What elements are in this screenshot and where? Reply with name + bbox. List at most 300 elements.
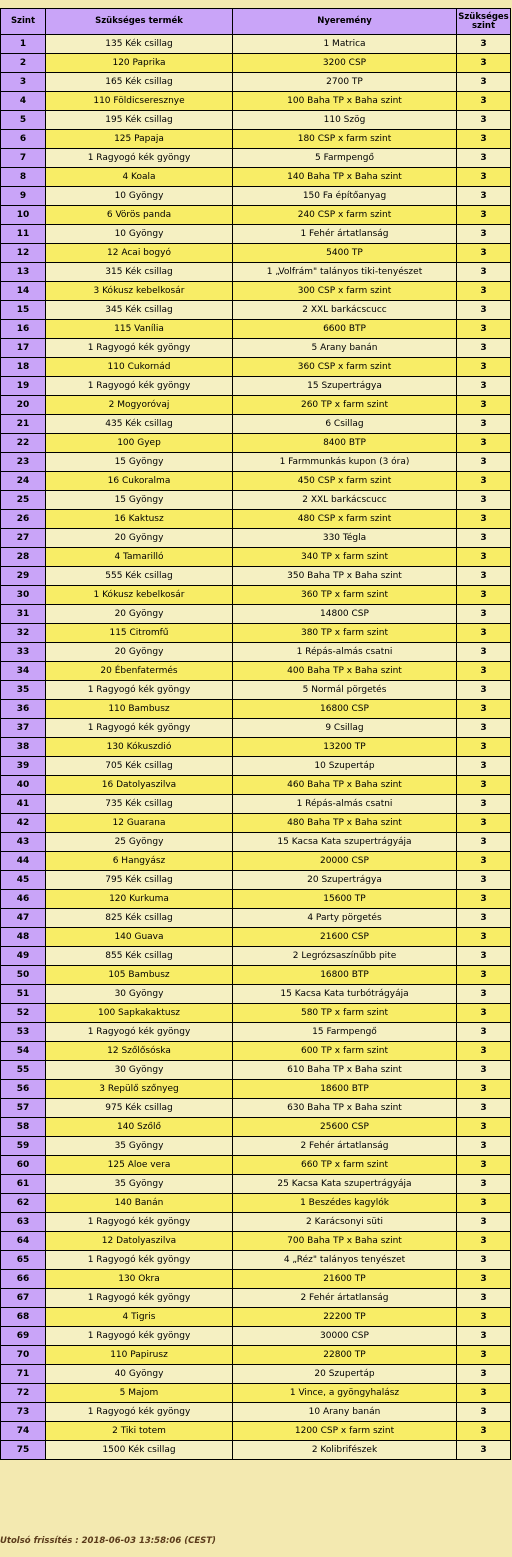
cell-reward: 140 Baha TP x Baha szint bbox=[233, 168, 457, 187]
table-row bbox=[1, 1004, 511, 1023]
cell-required-level: 3 bbox=[457, 244, 511, 263]
cell-product: 1 Ragyogó kék gyöngy bbox=[46, 1251, 233, 1270]
table-row bbox=[1, 92, 511, 111]
cell-product: 1 Ragyogó kék gyöngy bbox=[46, 377, 233, 396]
cell-required-level: 3 bbox=[457, 187, 511, 206]
cell-required-level: 3 bbox=[457, 1346, 511, 1365]
table-row bbox=[1, 776, 511, 795]
cell-reward: 180 CSP x farm szint bbox=[233, 130, 457, 149]
table-row bbox=[1, 1137, 511, 1156]
cell-level: 15 bbox=[1, 301, 46, 320]
cell-reward: 330 Tégla bbox=[233, 529, 457, 548]
cell-reward: 1 Matrica bbox=[233, 35, 457, 54]
cell-reward: 6 Csillag bbox=[233, 415, 457, 434]
cell-reward: 1200 CSP x farm szint bbox=[233, 1422, 457, 1441]
cell-level: 75 bbox=[1, 1441, 46, 1460]
cell-required-level: 3 bbox=[457, 168, 511, 187]
cell-required-level: 3 bbox=[457, 1213, 511, 1232]
table-row bbox=[1, 871, 511, 890]
cell-level: 11 bbox=[1, 225, 46, 244]
cell-required-level: 3 bbox=[457, 605, 511, 624]
cell-level: 26 bbox=[1, 510, 46, 529]
cell-level: 39 bbox=[1, 757, 46, 776]
cell-reward: 2 XXL barkácscucc bbox=[233, 491, 457, 510]
cell-reward: 30000 CSP bbox=[233, 1327, 457, 1346]
cell-level: 17 bbox=[1, 339, 46, 358]
cell-product: 135 Kék csillag bbox=[46, 35, 233, 54]
table-row bbox=[1, 890, 511, 909]
table-row bbox=[1, 1080, 511, 1099]
cell-level: 27 bbox=[1, 529, 46, 548]
cell-reward: 18600 BTP bbox=[233, 1080, 457, 1099]
table-row bbox=[1, 1156, 511, 1175]
table-row bbox=[1, 757, 511, 776]
cell-level: 68 bbox=[1, 1308, 46, 1327]
table-row bbox=[1, 947, 511, 966]
cell-level: 41 bbox=[1, 795, 46, 814]
cell-required-level: 3 bbox=[457, 149, 511, 168]
cell-level: 4 bbox=[1, 92, 46, 111]
table-row bbox=[1, 301, 511, 320]
cell-product: 6 Hangyász bbox=[46, 852, 233, 871]
cell-level: 69 bbox=[1, 1327, 46, 1346]
cell-level: 73 bbox=[1, 1403, 46, 1422]
cell-product: 10 Gyöngy bbox=[46, 225, 233, 244]
cell-reward: 10 Szupertáp bbox=[233, 757, 457, 776]
cell-reward: 1 Fehér ártatlanság bbox=[233, 225, 457, 244]
cell-reward: 360 CSP x farm szint bbox=[233, 358, 457, 377]
cell-product: 25 Gyöngy bbox=[46, 833, 233, 852]
cell-reward: 610 Baha TP x Baha szint bbox=[233, 1061, 457, 1080]
cell-product: 125 Aloe vera bbox=[46, 1156, 233, 1175]
cell-level: 56 bbox=[1, 1080, 46, 1099]
cell-reward: 20000 CSP bbox=[233, 852, 457, 871]
cell-product: 1 Ragyogó kék gyöngy bbox=[46, 1289, 233, 1308]
cell-reward: 100 Baha TP x Baha szint bbox=[233, 92, 457, 111]
cell-product: 12 Acai bogyó bbox=[46, 244, 233, 263]
cell-required-level: 3 bbox=[457, 415, 511, 434]
cell-level: 53 bbox=[1, 1023, 46, 1042]
cell-required-level: 3 bbox=[457, 263, 511, 282]
cell-product: 4 Tigris bbox=[46, 1308, 233, 1327]
cell-reward: 15 Kacsa Kata szupertrágyája bbox=[233, 833, 457, 852]
cell-product: 345 Kék csillag bbox=[46, 301, 233, 320]
cell-level: 31 bbox=[1, 605, 46, 624]
cell-reward: 15 Farmpengő bbox=[233, 1023, 457, 1042]
cell-required-level: 3 bbox=[457, 1384, 511, 1403]
table-row bbox=[1, 1422, 511, 1441]
cell-reward: 4 Party pörgetés bbox=[233, 909, 457, 928]
table-row bbox=[1, 624, 511, 643]
cell-level: 20 bbox=[1, 396, 46, 415]
cell-product: 140 Banán bbox=[46, 1194, 233, 1213]
cell-product: 125 Papaja bbox=[46, 130, 233, 149]
cell-reward: 20 Szupertrágya bbox=[233, 871, 457, 890]
table-row bbox=[1, 1289, 511, 1308]
cell-reward: 2700 TP bbox=[233, 73, 457, 92]
cell-product: 12 Datolyaszilva bbox=[46, 1232, 233, 1251]
table-row bbox=[1, 1308, 511, 1327]
cell-product: 825 Kék csillag bbox=[46, 909, 233, 928]
cell-product: 1 Ragyogó kék gyöngy bbox=[46, 1403, 233, 1422]
header-required-level bbox=[457, 9, 511, 35]
cell-required-level: 3 bbox=[457, 1042, 511, 1061]
cell-product: 1 Kókusz kebelkosár bbox=[46, 586, 233, 605]
table-row bbox=[1, 244, 511, 263]
cell-level: 30 bbox=[1, 586, 46, 605]
cell-level: 33 bbox=[1, 643, 46, 662]
cell-level: 36 bbox=[1, 700, 46, 719]
table-row bbox=[1, 1251, 511, 1270]
table-row bbox=[1, 1042, 511, 1061]
table-row bbox=[1, 111, 511, 130]
cell-required-level: 3 bbox=[457, 1422, 511, 1441]
cell-product: 4 Koala bbox=[46, 168, 233, 187]
cell-product: 140 Guava bbox=[46, 928, 233, 947]
cell-reward: 460 Baha TP x Baha szint bbox=[233, 776, 457, 795]
table-row bbox=[1, 130, 511, 149]
cell-level: 28 bbox=[1, 548, 46, 567]
cell-required-level: 3 bbox=[457, 624, 511, 643]
cell-reward: 350 Baha TP x Baha szint bbox=[233, 567, 457, 586]
cell-level: 34 bbox=[1, 662, 46, 681]
cell-required-level: 3 bbox=[457, 1137, 511, 1156]
cell-level: 24 bbox=[1, 472, 46, 491]
cell-product: 1 Ragyogó kék gyöngy bbox=[46, 1213, 233, 1232]
cell-level: 14 bbox=[1, 282, 46, 301]
cell-required-level: 3 bbox=[457, 1441, 511, 1460]
cell-reward: 22200 TP bbox=[233, 1308, 457, 1327]
cell-reward: 480 CSP x farm szint bbox=[233, 510, 457, 529]
cell-reward: 16800 CSP bbox=[233, 700, 457, 719]
cell-required-level: 3 bbox=[457, 358, 511, 377]
table-row bbox=[1, 1099, 511, 1118]
table-row bbox=[1, 738, 511, 757]
cell-required-level: 3 bbox=[457, 586, 511, 605]
table-row bbox=[1, 491, 511, 510]
cell-reward: 1 Farmmunkás kupon (3 óra) bbox=[233, 453, 457, 472]
cell-required-level: 3 bbox=[457, 1365, 511, 1384]
cell-reward: 1 Répás-almás csatni bbox=[233, 643, 457, 662]
cell-reward: 14800 CSP bbox=[233, 605, 457, 624]
cell-required-level: 3 bbox=[457, 320, 511, 339]
cell-reward: 600 TP x farm szint bbox=[233, 1042, 457, 1061]
cell-required-level: 3 bbox=[457, 206, 511, 225]
cell-level: 6 bbox=[1, 130, 46, 149]
cell-level: 59 bbox=[1, 1137, 46, 1156]
cell-required-level: 3 bbox=[457, 662, 511, 681]
cell-reward: 380 TP x farm szint bbox=[233, 624, 457, 643]
table-row bbox=[1, 1384, 511, 1403]
cell-level: 54 bbox=[1, 1042, 46, 1061]
table-row bbox=[1, 282, 511, 301]
cell-required-level: 3 bbox=[457, 719, 511, 738]
cell-reward: 8400 BTP bbox=[233, 434, 457, 453]
cell-reward: 13200 TP bbox=[233, 738, 457, 757]
cell-required-level: 3 bbox=[457, 776, 511, 795]
cell-reward: 580 TP x farm szint bbox=[233, 1004, 457, 1023]
cell-required-level: 3 bbox=[457, 510, 511, 529]
cell-reward: 2 Fehér ártatlanság bbox=[233, 1137, 457, 1156]
cell-reward: 20 Szupertáp bbox=[233, 1365, 457, 1384]
table-row bbox=[1, 1327, 511, 1346]
cell-level: 16 bbox=[1, 320, 46, 339]
cell-reward: 360 TP x farm szint bbox=[233, 586, 457, 605]
cell-level: 7 bbox=[1, 149, 46, 168]
cell-required-level: 3 bbox=[457, 643, 511, 662]
cell-product: 16 Cukoralma bbox=[46, 472, 233, 491]
cell-level: 57 bbox=[1, 1099, 46, 1118]
cell-level: 46 bbox=[1, 890, 46, 909]
table-row bbox=[1, 434, 511, 453]
header-product: Szükséges termék bbox=[46, 9, 233, 35]
cell-level: 21 bbox=[1, 415, 46, 434]
cell-level: 3 bbox=[1, 73, 46, 92]
cell-required-level: 3 bbox=[457, 871, 511, 890]
cell-reward: 22800 TP bbox=[233, 1346, 457, 1365]
cell-reward: 3200 CSP bbox=[233, 54, 457, 73]
cell-level: 42 bbox=[1, 814, 46, 833]
cell-reward: 5 Farmpengő bbox=[233, 149, 457, 168]
cell-level: 19 bbox=[1, 377, 46, 396]
cell-required-level: 3 bbox=[457, 1156, 511, 1175]
cell-level: 43 bbox=[1, 833, 46, 852]
cell-reward: 300 CSP x farm szint bbox=[233, 282, 457, 301]
table-row bbox=[1, 719, 511, 738]
cell-reward: 480 Baha TP x Baha szint bbox=[233, 814, 457, 833]
cell-required-level: 3 bbox=[457, 909, 511, 928]
cell-reward: 4 „Réz" talányos tenyészet bbox=[233, 1251, 457, 1270]
cell-product: 110 Bambusz bbox=[46, 700, 233, 719]
cell-required-level: 3 bbox=[457, 301, 511, 320]
cell-level: 38 bbox=[1, 738, 46, 757]
cell-required-level: 3 bbox=[457, 738, 511, 757]
cell-level: 63 bbox=[1, 1213, 46, 1232]
cell-required-level: 3 bbox=[457, 1289, 511, 1308]
cell-reward: 5 Normál pörgetés bbox=[233, 681, 457, 700]
table-row bbox=[1, 605, 511, 624]
cell-required-level: 3 bbox=[457, 1194, 511, 1213]
cell-required-level: 3 bbox=[457, 130, 511, 149]
cell-level: 49 bbox=[1, 947, 46, 966]
cell-reward: 5 Arany banán bbox=[233, 339, 457, 358]
table-row bbox=[1, 1213, 511, 1232]
cell-product: 555 Kék csillag bbox=[46, 567, 233, 586]
cell-reward: 25600 CSP bbox=[233, 1118, 457, 1137]
cell-reward: 21600 CSP bbox=[233, 928, 457, 947]
table-row bbox=[1, 700, 511, 719]
table-row bbox=[1, 814, 511, 833]
cell-reward: 150 Fa építőanyag bbox=[233, 187, 457, 206]
table-row bbox=[1, 187, 511, 206]
cell-product: 735 Kék csillag bbox=[46, 795, 233, 814]
cell-reward: 2 Kolibrifészek bbox=[233, 1441, 457, 1460]
cell-reward: 16800 BTP bbox=[233, 966, 457, 985]
table-row bbox=[1, 643, 511, 662]
cell-required-level: 3 bbox=[457, 1080, 511, 1099]
last-updated: Utolsó frissítés : 2018-06-03 13:58:06 (CEST) bbox=[0, 1536, 216, 1546]
cell-required-level: 3 bbox=[457, 1175, 511, 1194]
cell-required-level: 3 bbox=[457, 225, 511, 244]
cell-level: 5 bbox=[1, 111, 46, 130]
table-row bbox=[1, 833, 511, 852]
cell-level: 12 bbox=[1, 244, 46, 263]
cell-level: 64 bbox=[1, 1232, 46, 1251]
cell-product: 10 Gyöngy bbox=[46, 187, 233, 206]
cell-required-level: 3 bbox=[457, 529, 511, 548]
cell-level: 25 bbox=[1, 491, 46, 510]
table-row bbox=[1, 54, 511, 73]
cell-product: 15 Gyöngy bbox=[46, 491, 233, 510]
cell-reward: 15 Szupertrágya bbox=[233, 377, 457, 396]
cell-required-level: 3 bbox=[457, 491, 511, 510]
cell-required-level: 3 bbox=[457, 35, 511, 54]
cell-level: 60 bbox=[1, 1156, 46, 1175]
table-row bbox=[1, 567, 511, 586]
cell-product: 16 Datolyaszilva bbox=[46, 776, 233, 795]
cell-level: 47 bbox=[1, 909, 46, 928]
cell-level: 2 bbox=[1, 54, 46, 73]
cell-product: 115 Vanília bbox=[46, 320, 233, 339]
table-row bbox=[1, 168, 511, 187]
cell-level: 51 bbox=[1, 985, 46, 1004]
cell-product: 2 Mogyoróvaj bbox=[46, 396, 233, 415]
table-row bbox=[1, 1194, 511, 1213]
cell-level: 40 bbox=[1, 776, 46, 795]
table-row bbox=[1, 377, 511, 396]
table-row bbox=[1, 1365, 511, 1384]
cell-required-level: 3 bbox=[457, 1251, 511, 1270]
cell-required-level: 3 bbox=[457, 1099, 511, 1118]
cell-product: 315 Kék csillag bbox=[46, 263, 233, 282]
cell-product: 35 Gyöngy bbox=[46, 1137, 233, 1156]
cell-product: 115 Citromfű bbox=[46, 624, 233, 643]
cell-level: 1 bbox=[1, 35, 46, 54]
cell-reward: 9 Csillag bbox=[233, 719, 457, 738]
cell-reward: 21600 TP bbox=[233, 1270, 457, 1289]
cell-reward: 340 TP x farm szint bbox=[233, 548, 457, 567]
table-row bbox=[1, 795, 511, 814]
cell-reward: 2 XXL barkácscucc bbox=[233, 301, 457, 320]
cell-level: 18 bbox=[1, 358, 46, 377]
table-row bbox=[1, 1118, 511, 1137]
cell-level: 55 bbox=[1, 1061, 46, 1080]
cell-product: 2 Tiki totem bbox=[46, 1422, 233, 1441]
cell-reward: 630 Baha TP x Baha szint bbox=[233, 1099, 457, 1118]
cell-product: 20 Gyöngy bbox=[46, 529, 233, 548]
cell-reward: 700 Baha TP x Baha szint bbox=[233, 1232, 457, 1251]
cell-required-level: 3 bbox=[457, 985, 511, 1004]
cell-product: 110 Cukornád bbox=[46, 358, 233, 377]
cell-required-level: 3 bbox=[457, 928, 511, 947]
cell-product: 110 Földicseresznye bbox=[46, 92, 233, 111]
cell-required-level: 3 bbox=[457, 282, 511, 301]
cell-required-level: 3 bbox=[457, 681, 511, 700]
table-header-row bbox=[1, 9, 511, 35]
cell-level: 61 bbox=[1, 1175, 46, 1194]
cell-product: 12 Szőlősóska bbox=[46, 1042, 233, 1061]
cell-product: 100 Gyep bbox=[46, 434, 233, 453]
cell-required-level: 3 bbox=[457, 73, 511, 92]
table-row bbox=[1, 586, 511, 605]
header-required-line1: Szükséges bbox=[458, 11, 509, 22]
cell-required-level: 3 bbox=[457, 1327, 511, 1346]
cell-product: 165 Kék csillag bbox=[46, 73, 233, 92]
cell-reward: 400 Baha TP x Baha szint bbox=[233, 662, 457, 681]
cell-product: 30 Gyöngy bbox=[46, 1061, 233, 1080]
cell-level: 58 bbox=[1, 1118, 46, 1137]
cell-required-level: 3 bbox=[457, 757, 511, 776]
cell-required-level: 3 bbox=[457, 1004, 511, 1023]
cell-product: 5 Majom bbox=[46, 1384, 233, 1403]
cell-product: 855 Kék csillag bbox=[46, 947, 233, 966]
cell-product: 3 Kókusz kebelkosár bbox=[46, 282, 233, 301]
cell-required-level: 3 bbox=[457, 453, 511, 472]
cell-level: 65 bbox=[1, 1251, 46, 1270]
cell-required-level: 3 bbox=[457, 966, 511, 985]
cell-level: 37 bbox=[1, 719, 46, 738]
cell-reward: 240 CSP x farm szint bbox=[233, 206, 457, 225]
cell-level: 45 bbox=[1, 871, 46, 890]
cell-product: 20 Gyöngy bbox=[46, 605, 233, 624]
cell-product: 35 Gyöngy bbox=[46, 1175, 233, 1194]
cell-reward: 6600 BTP bbox=[233, 320, 457, 339]
cell-required-level: 3 bbox=[457, 890, 511, 909]
cell-reward: 10 Arany banán bbox=[233, 1403, 457, 1422]
cell-required-level: 3 bbox=[457, 548, 511, 567]
cell-level: 70 bbox=[1, 1346, 46, 1365]
table-row bbox=[1, 1061, 511, 1080]
cell-product: 1 Ragyogó kék gyöngy bbox=[46, 1327, 233, 1346]
table-row bbox=[1, 339, 511, 358]
cell-required-level: 3 bbox=[457, 700, 511, 719]
cell-level: 29 bbox=[1, 567, 46, 586]
cell-product: 1500 Kék csillag bbox=[46, 1441, 233, 1460]
cell-required-level: 3 bbox=[457, 1118, 511, 1137]
table-row bbox=[1, 358, 511, 377]
cell-required-level: 3 bbox=[457, 852, 511, 871]
cell-product: 1 Ragyogó kék gyöngy bbox=[46, 149, 233, 168]
table-row bbox=[1, 73, 511, 92]
cell-product: 120 Paprika bbox=[46, 54, 233, 73]
cell-reward: 5400 TP bbox=[233, 244, 457, 263]
cell-product: 6 Vörös panda bbox=[46, 206, 233, 225]
table-row bbox=[1, 966, 511, 985]
cell-required-level: 3 bbox=[457, 1270, 511, 1289]
cell-level: 50 bbox=[1, 966, 46, 985]
cell-level: 72 bbox=[1, 1384, 46, 1403]
cell-required-level: 3 bbox=[457, 472, 511, 491]
cell-reward: 2 Legrózsaszínűbb pite bbox=[233, 947, 457, 966]
cell-reward: 110 Szög bbox=[233, 111, 457, 130]
table-row bbox=[1, 453, 511, 472]
table-row bbox=[1, 662, 511, 681]
cell-product: 20 Ébenfatermés bbox=[46, 662, 233, 681]
cell-product: 130 Okra bbox=[46, 1270, 233, 1289]
cell-required-level: 3 bbox=[457, 1061, 511, 1080]
cell-required-level: 3 bbox=[457, 814, 511, 833]
cell-required-level: 3 bbox=[457, 111, 511, 130]
table-row bbox=[1, 909, 511, 928]
cell-reward: 660 TP x farm szint bbox=[233, 1156, 457, 1175]
cell-product: 105 Bambusz bbox=[46, 966, 233, 985]
cell-level: 74 bbox=[1, 1422, 46, 1441]
cell-required-level: 3 bbox=[457, 833, 511, 852]
cell-required-level: 3 bbox=[457, 567, 511, 586]
cell-product: 1 Ragyogó kék gyöngy bbox=[46, 1023, 233, 1042]
cell-product: 195 Kék csillag bbox=[46, 111, 233, 130]
cell-reward: 25 Kacsa Kata szupertrágyája bbox=[233, 1175, 457, 1194]
